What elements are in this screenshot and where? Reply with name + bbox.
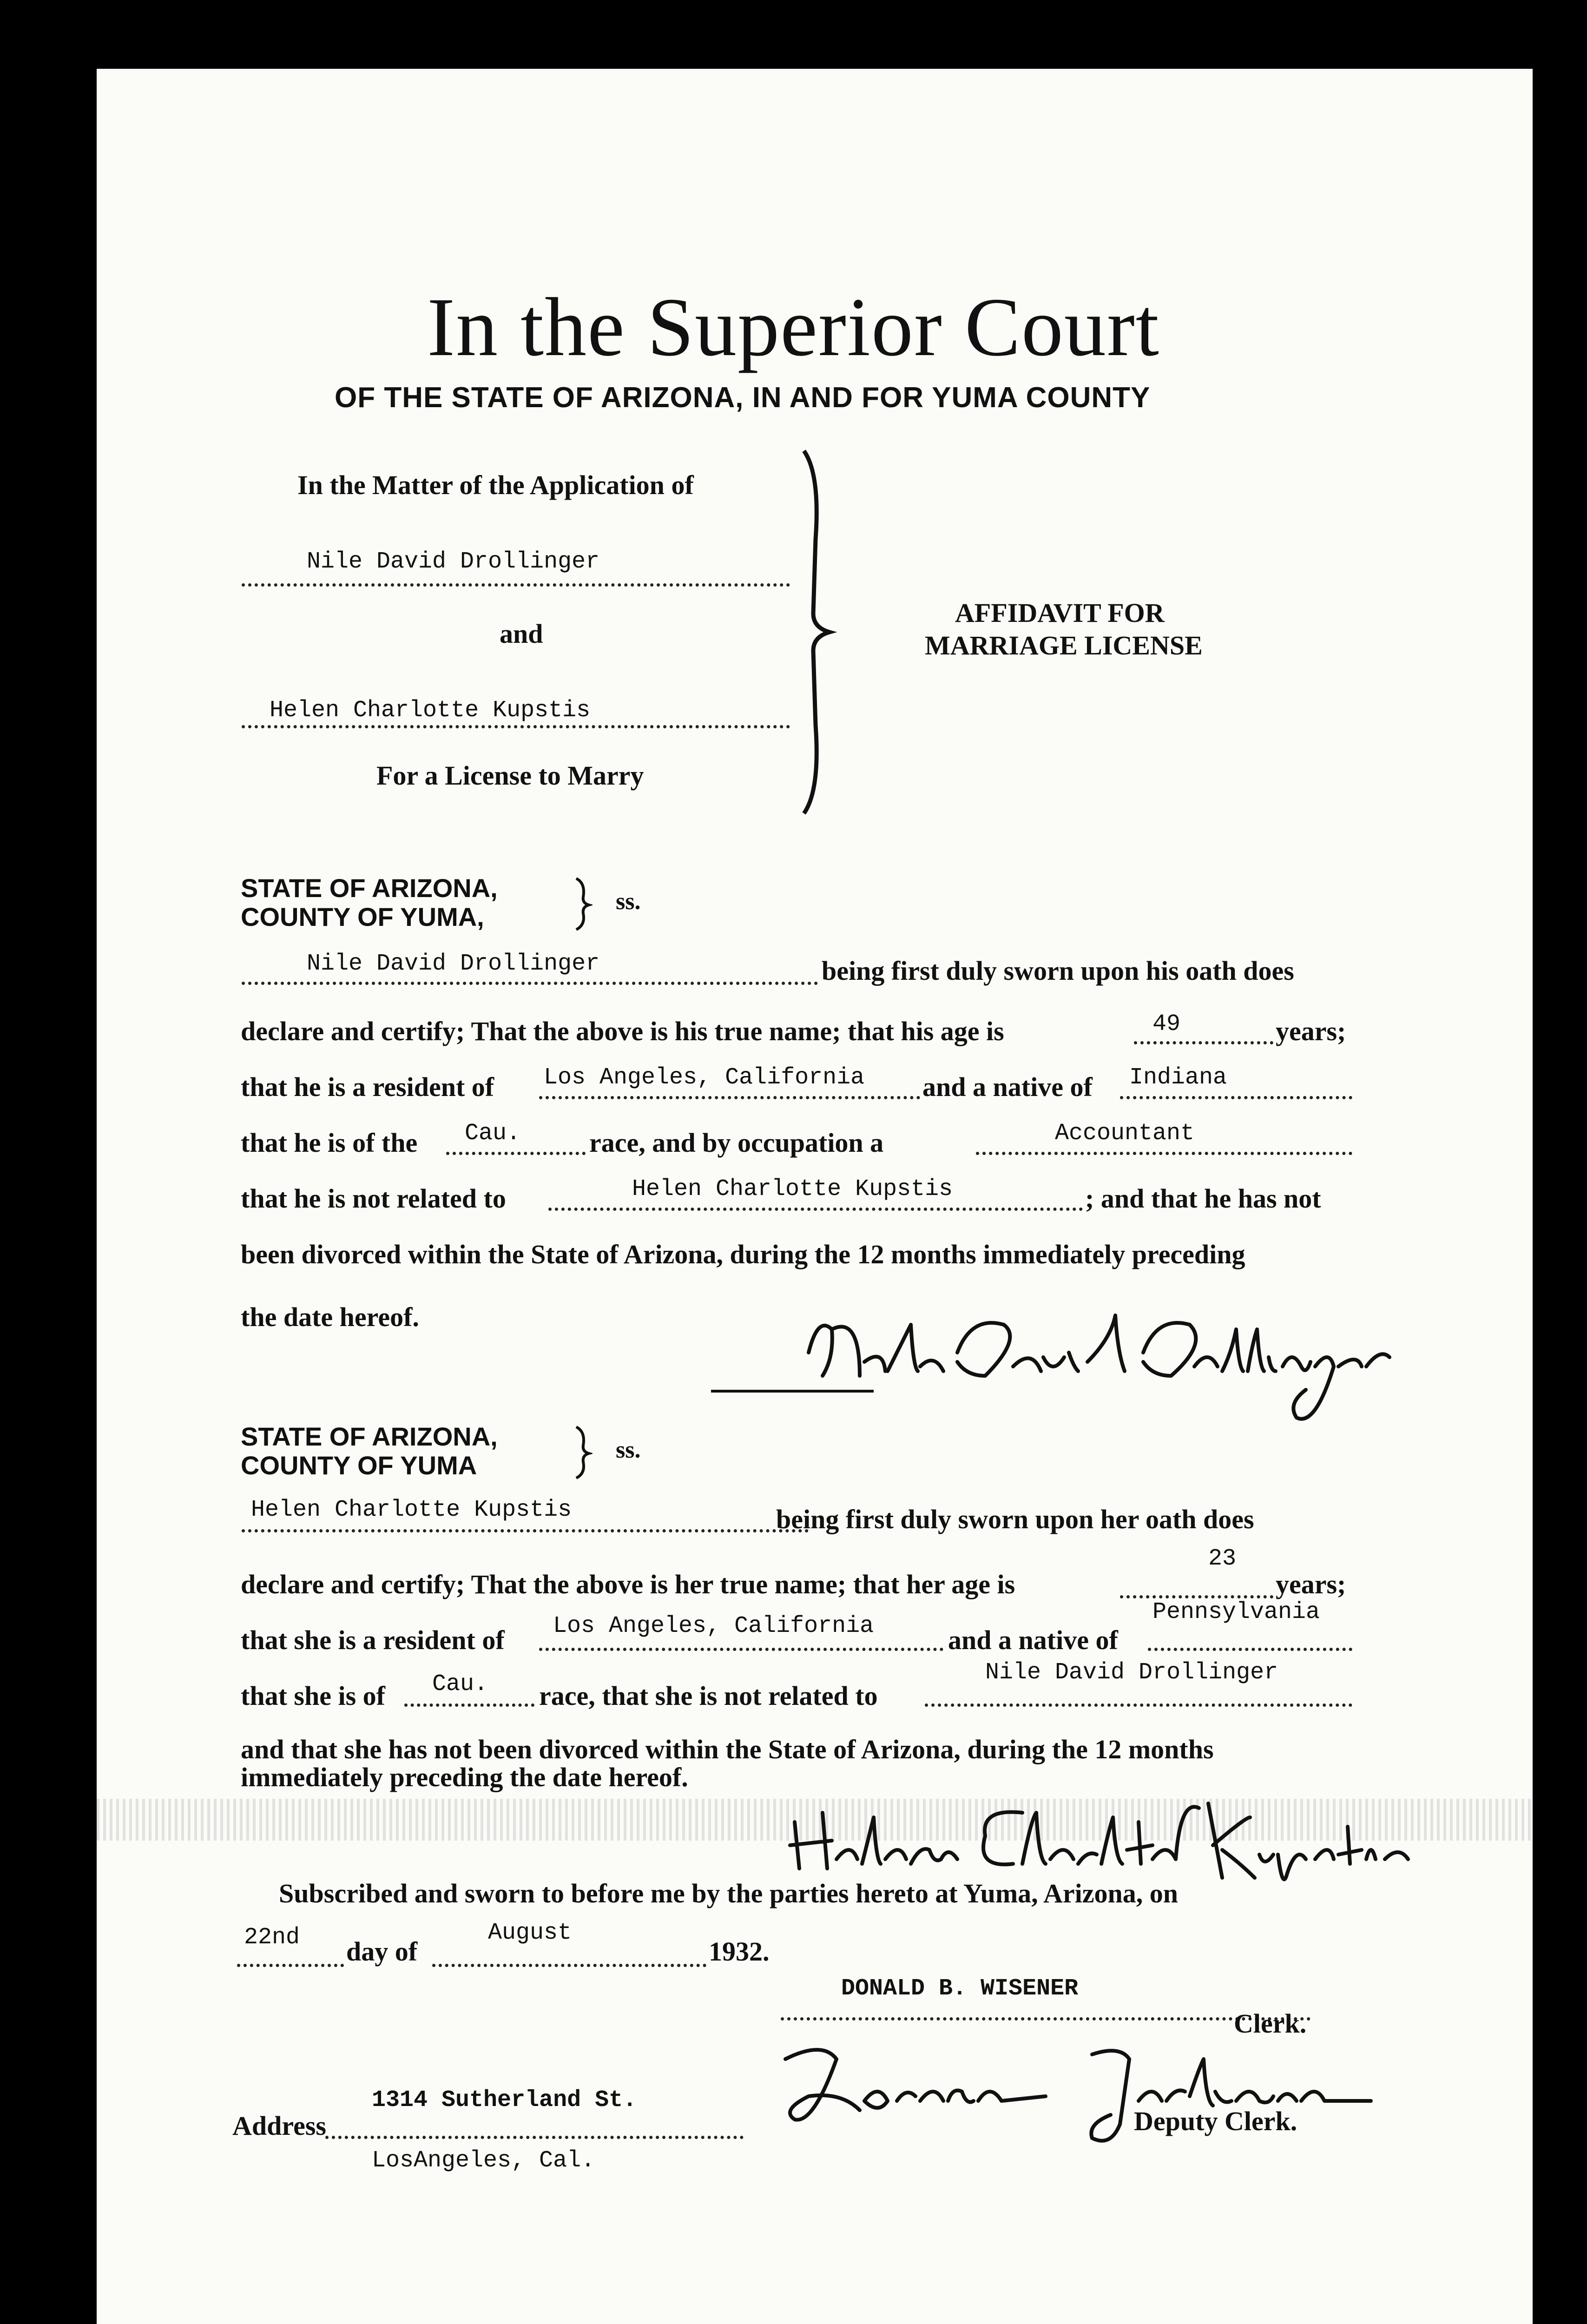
doc-title-line2: MARRIAGE LICENSE	[925, 630, 1203, 660]
groom-native-label: and a native of	[922, 1072, 1093, 1102]
bride-not-related-label: race, that she is not related to	[539, 1681, 878, 1711]
jurat-month: August	[488, 1920, 572, 1946]
jurat-subscribed-text: Subscribed and sworn to before me by the parties hereto at Yuma, Arizona, on	[279, 1878, 1178, 1908]
doc-title-line1: AFFIDAVIT FOR	[955, 598, 1165, 628]
bride-age-line	[1120, 1595, 1273, 1598]
bride-residence: Los Angeles, California	[553, 1613, 874, 1639]
bride-venue-brace	[569, 1425, 593, 1480]
bride-race-line	[404, 1703, 534, 1707]
groom-venue-brace	[569, 876, 593, 932]
groom-not-related-line	[548, 1208, 1083, 1211]
groom-ss: ss.	[616, 888, 641, 915]
jurat-day-line	[237, 1964, 344, 1967]
groom-not-related-label: that he is not related to	[241, 1183, 506, 1214]
bride-native-line	[1148, 1648, 1352, 1651]
applicant1-line	[242, 583, 790, 587]
bride-venue-state: STATE OF ARIZONA,	[241, 1422, 498, 1451]
clerk-label: Clerk.	[1234, 2008, 1307, 2039]
groom-not-related-to: Helen Charlotte Kupstis	[632, 1176, 953, 1202]
bride-declare-text: declare and certify; That the above is her true name; that her age is	[241, 1569, 1015, 1599]
bride-ss: ss.	[616, 1437, 641, 1463]
bride-native-of: Pennsylvania	[1152, 1599, 1320, 1625]
bride-not-related-to: Nile David Drollinger	[985, 1659, 1278, 1686]
jurat-month-line	[432, 1964, 706, 1967]
groom-signature	[790, 1297, 1408, 1436]
bride-divorce-text-2: immediately preceding the date hereof.	[241, 1762, 688, 1792]
address-line	[325, 2136, 744, 2139]
court-title: In the Superior Court	[427, 281, 1160, 373]
and-label: and	[500, 619, 543, 649]
groom-date-hereof: the date hereof.	[241, 1302, 419, 1332]
deputy-clerk-label: Deputy Clerk.	[1134, 2106, 1297, 2136]
matter-label: In the Matter of the Application of	[297, 470, 694, 500]
bride-not-related-line	[925, 1703, 1352, 1707]
groom-native-of: Indiana	[1129, 1064, 1227, 1091]
bride-race: Cau.	[432, 1671, 488, 1697]
groom-years-label: years;	[1276, 1016, 1346, 1046]
clerk-line	[781, 2017, 1310, 2020]
groom-age-line	[1134, 1041, 1273, 1044]
jurat-day: 22nd	[244, 1924, 300, 1951]
groom-race-line	[446, 1152, 586, 1155]
groom-occupation: Accountant	[1055, 1120, 1195, 1147]
groom-divorce-text: been divorced within the State of Arizona, during the 12 months immediately preceding	[241, 1239, 1245, 1269]
bride-age: 23	[1208, 1545, 1237, 1572]
bride-sworn-text: being first duly sworn upon her oath does	[776, 1504, 1254, 1534]
applicant2-line	[242, 725, 790, 728]
groom-venue-state: STATE OF ARIZONA,	[241, 873, 498, 903]
groom-race-label: that he is of the	[241, 1128, 418, 1158]
bride-name: Helen Charlotte Kupstis	[251, 1497, 572, 1523]
deputy-signature	[767, 2031, 1408, 2152]
address-label: Address	[232, 2111, 326, 2141]
groom-resident-label: that he is a resident of	[241, 1072, 494, 1102]
groom-name: Nile David Drollinger	[307, 951, 600, 977]
groom-not-divorced-tail: ; and that he has not	[1085, 1183, 1321, 1214]
groom-race: Cau.	[465, 1120, 521, 1147]
bride-name-line	[242, 1529, 809, 1532]
bride-years-label: years;	[1276, 1569, 1346, 1599]
license-label: For a License to Marry	[376, 760, 644, 791]
groom-occupation-line	[976, 1152, 1352, 1155]
applicant2-name: Helen Charlotte Kupstis	[270, 697, 591, 724]
clerk-name: DONALD B. WISENER	[841, 1975, 1079, 2002]
groom-residence: Los Angeles, California	[544, 1064, 865, 1091]
bride-divorce-text-1: and that she has not been divorced within the State of Arizona, during the 12 months	[241, 1734, 1214, 1764]
bride-residence-line	[539, 1648, 943, 1651]
address-line1: 1314 Sutherland St.	[372, 2087, 637, 2113]
applicant1-name: Nile David Drollinger	[307, 548, 600, 575]
groom-occupation-label: race, and by occupation a	[589, 1128, 884, 1158]
groom-venue-county: COUNTY OF YUMA,	[241, 902, 484, 931]
groom-sworn-text: being first duly sworn upon his oath does	[822, 956, 1294, 986]
groom-native-line	[1120, 1096, 1352, 1099]
bride-venue-county: COUNTY OF YUMA	[241, 1451, 477, 1480]
address-line2: LosAngeles, Cal.	[372, 2147, 595, 2174]
bride-resident-label: that she is a resident of	[241, 1625, 505, 1655]
jurat-day-of-label: day of	[346, 1936, 418, 1967]
court-subtitle: OF THE STATE OF ARIZONA, IN AND FOR YUMA COUNTY	[335, 382, 1151, 414]
bride-native-label: and a native of	[948, 1625, 1118, 1655]
groom-declare-text: declare and certify; That the above is his true name; that his age is	[241, 1016, 1004, 1046]
groom-residence-line	[539, 1096, 920, 1099]
caption-brace	[785, 446, 841, 818]
groom-age: 49	[1152, 1011, 1181, 1037]
jurat-year: 1932.	[709, 1936, 770, 1967]
bride-signature	[781, 1789, 1422, 1892]
section-divider	[711, 1390, 874, 1393]
groom-name-line	[242, 982, 818, 985]
bride-race-label: that she is of	[241, 1681, 385, 1711]
